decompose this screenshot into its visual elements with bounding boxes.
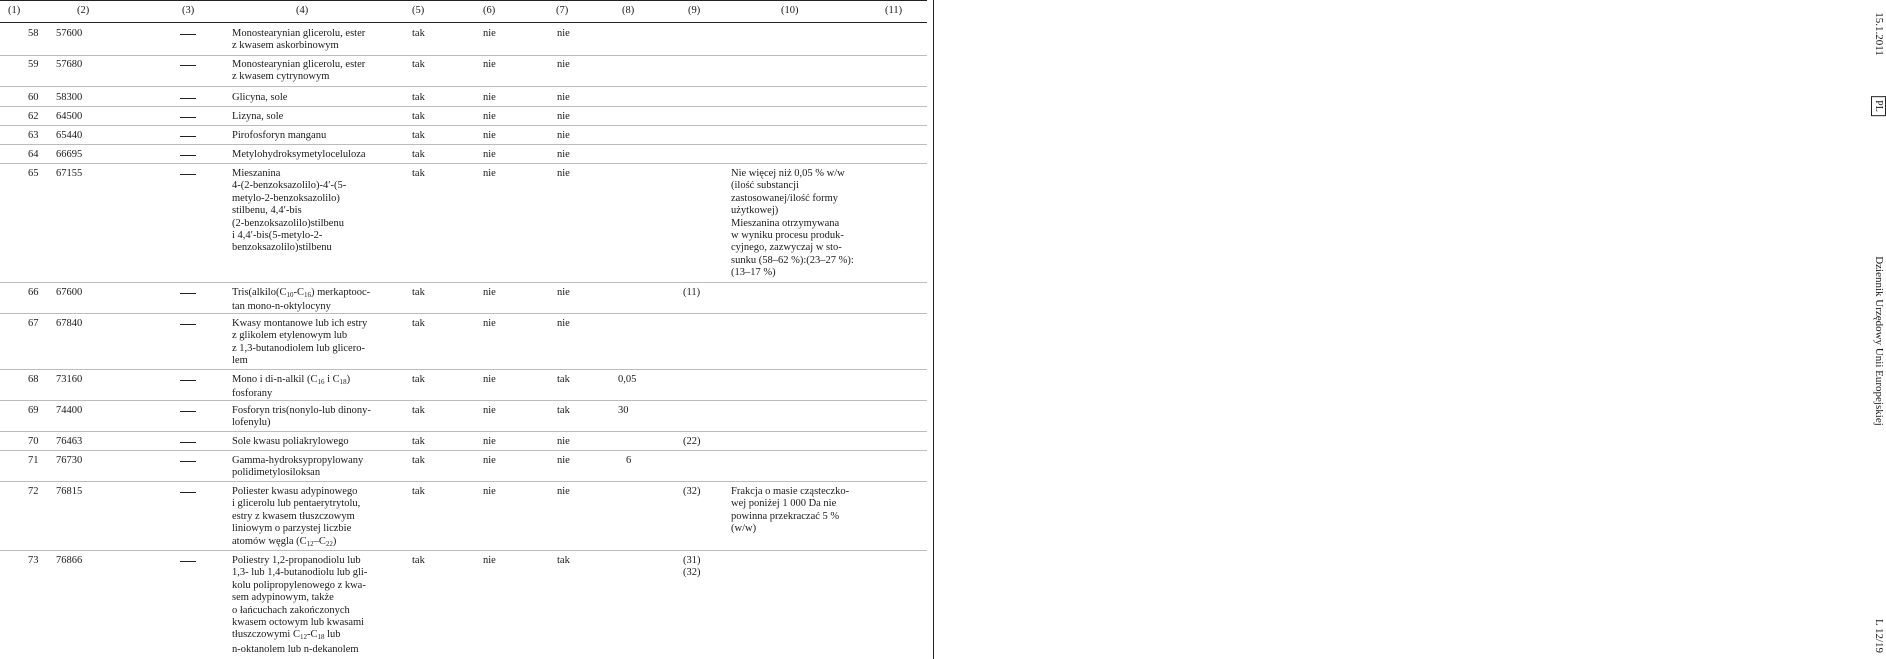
col7-value: nie	[557, 28, 570, 39]
dash-mark	[180, 380, 196, 381]
dash-mark	[180, 117, 196, 118]
desc-line: i 4,4′-bis(5-metylo-2-	[232, 230, 323, 242]
col6-value: nie	[483, 436, 496, 447]
note-line: (ilość substancji	[731, 180, 799, 192]
substance-name	[232, 111, 390, 123]
col8-value: 0,05	[618, 374, 637, 385]
desc-line: o łańcuchach zakończonych	[232, 604, 350, 616]
row-number: 63	[28, 130, 39, 141]
col5-value: tak	[412, 455, 425, 466]
col7-value: nie	[557, 318, 570, 329]
dash-mark	[180, 98, 196, 99]
row-divider	[0, 400, 927, 401]
note-line: cyjnego, zazwyczaj w sto-	[731, 242, 842, 254]
substance-code: 67840	[56, 318, 83, 329]
row-number: 69	[28, 405, 39, 416]
col6-value: nie	[483, 59, 496, 70]
row-number: 59	[28, 59, 39, 70]
col5-value: tak	[412, 28, 425, 39]
substance-name	[232, 287, 390, 314]
desc-line: Monostearynian glicerolu, ester	[232, 59, 366, 70]
desc-line: Lizyna, sole	[232, 111, 284, 122]
col7-value: nie	[557, 59, 570, 70]
desc-line: (2-benzoksazolilo)stilbenu	[232, 217, 344, 229]
row-divider	[0, 144, 927, 145]
col6-value: nie	[483, 455, 496, 466]
desc-line: tłuszczowymi $C_{12}-C_{18}$ lub	[232, 629, 341, 642]
col6-value: nie	[483, 486, 496, 497]
header-bottom-rule	[0, 22, 927, 23]
col5-value: tak	[412, 486, 425, 497]
note-line: sunku (58–62 %):(23–27 %):	[731, 254, 854, 266]
col5-value: tak	[412, 374, 425, 385]
col7-value: nie	[557, 436, 570, 447]
substance-code: 64500	[56, 111, 83, 122]
desc-line: kolu polipropylenowego z kwa-	[232, 579, 366, 591]
row-divider	[0, 163, 927, 164]
desc-line: i glicerolu lub pentaerytrytolu,	[232, 498, 361, 510]
substance-name	[232, 455, 390, 480]
desc-line: estry z kwasem tłuszczowym	[232, 510, 355, 522]
note-line: użytkowej)	[731, 205, 779, 217]
substance-name	[232, 28, 390, 53]
col5-value: tak	[412, 130, 425, 141]
substance-code: 67600	[56, 287, 83, 298]
col7-value: nie	[557, 92, 570, 103]
row-divider	[0, 282, 927, 283]
desc-line: Poliester kwasu adypinowego	[232, 486, 358, 497]
col5-value: tak	[412, 436, 425, 447]
language-label	[1873, 96, 1885, 116]
col7-value: tak	[557, 555, 570, 566]
row-divider	[0, 481, 927, 482]
substance-name	[232, 168, 390, 255]
col5-value: tak	[412, 111, 425, 122]
dash-mark	[180, 442, 196, 443]
note-line: Frakcja o masie cząsteczko-	[731, 486, 850, 497]
issue-date: 15.1.2011	[1873, 12, 1885, 56]
substance-name	[232, 92, 390, 104]
desc-line: liniowym o parzystej liczbie	[232, 523, 352, 535]
journal-title: Dziennik Urzędowy Unii Europejskiej	[1873, 256, 1885, 426]
row-divider	[0, 125, 927, 126]
row-number: 65	[28, 168, 39, 179]
col9-note-ref	[683, 555, 701, 580]
desc-line: 1,3- lub 1,4-butanodiolu lub gli-	[232, 567, 368, 579]
note-line: Mieszanina otrzymywana	[731, 217, 840, 229]
substance-code: 76815	[56, 486, 83, 497]
col9-note-ref: (22)	[683, 436, 701, 447]
row-number: 68	[28, 374, 39, 385]
col6-value: nie	[483, 318, 496, 329]
substance-code: 73160	[56, 374, 83, 385]
col5-value: tak	[412, 168, 425, 179]
col5-value: tak	[412, 318, 425, 329]
col6-value: nie	[483, 374, 496, 385]
row-divider	[0, 106, 927, 107]
row-number: 62	[28, 111, 39, 122]
journal-margin	[933, 0, 1885, 659]
col6-value: nie	[483, 92, 496, 103]
note-line: powinna przekraczać 5 %	[731, 510, 840, 522]
col7-value: nie	[557, 168, 570, 179]
note-line: (13–17 %)	[731, 267, 776, 279]
desc-line: metylo-2-benzoksazolilo)	[232, 192, 340, 204]
row-number: 64	[28, 149, 39, 160]
dash-mark	[180, 461, 196, 462]
substance-code: 57680	[56, 59, 83, 70]
row-divider	[0, 55, 927, 56]
col7-value: nie	[557, 287, 570, 298]
col5-value: tak	[412, 287, 425, 298]
col5-value: tak	[412, 405, 425, 416]
desc-line: stilbenu, 4,4′-bis	[232, 205, 302, 217]
language-box: PL	[1871, 96, 1886, 116]
col7-value: nie	[557, 455, 570, 466]
substance-code: 65440	[56, 130, 83, 141]
col-header-11: (11)	[885, 5, 903, 16]
note-line: wej poniżej 1 000 Da nie	[731, 498, 837, 510]
col5-value: tak	[412, 59, 425, 70]
row-divider	[0, 550, 927, 551]
desc-line: Pirofosforyn manganu	[232, 130, 327, 141]
col6-value: nie	[483, 405, 496, 416]
col7-value: nie	[557, 111, 570, 122]
substance-name	[232, 318, 390, 368]
dash-mark	[180, 174, 196, 175]
desc-line: Glicyna, sole	[232, 92, 288, 103]
col5-value: tak	[412, 149, 425, 160]
substance-name	[232, 486, 390, 550]
col9-note-ref: (11)	[683, 287, 701, 298]
col6-value: nie	[483, 28, 496, 39]
substance-code: 66695	[56, 149, 83, 160]
desc-line: lem	[232, 355, 248, 367]
row-divider	[0, 313, 927, 314]
note-line: zastosowanej/ilość formy	[731, 192, 839, 204]
note-line: (w/w)	[731, 523, 757, 535]
dash-mark	[180, 65, 196, 66]
desc-line: sem adypinowym, także	[232, 592, 334, 604]
col6-value: nie	[483, 168, 496, 179]
row-divider	[0, 450, 927, 451]
restrictions-note	[731, 486, 871, 536]
col6-value: nie	[483, 111, 496, 122]
substance-code: 57600	[56, 28, 83, 39]
dash-mark	[180, 492, 196, 493]
substance-name	[232, 374, 390, 401]
substance-code: 74400	[56, 405, 83, 416]
desc-line: Mono i di-n-alkil ($C_{16}$ i $C_{18}$)	[232, 374, 351, 386]
col-header-2: (2)	[77, 5, 90, 16]
col-header-9: (9)	[688, 5, 701, 16]
col-header-7: (7)	[556, 5, 569, 16]
desc-line: 4-(2-benzoksazolilo)-4′-(5-	[232, 180, 347, 192]
col-header-3: (3)	[182, 5, 195, 16]
desc-line: Kwasy montanowe lub ich estry	[232, 318, 368, 329]
dash-mark	[180, 561, 196, 562]
col6-value: nie	[483, 130, 496, 141]
substance-code: 76463	[56, 436, 83, 447]
desc-line: n-oktanolem lub n-dekanolem	[232, 643, 359, 655]
col8-value: 6	[626, 455, 632, 466]
desc-line: benzoksazolilo)stilbenu	[232, 242, 332, 254]
col-header-4: (4)	[296, 5, 309, 16]
col6-value: nie	[483, 555, 496, 566]
page-number: L 12/19	[1873, 618, 1885, 654]
row-number: 66	[28, 287, 39, 298]
desc-line: Sole kwasu poliakrylowego	[232, 436, 349, 447]
header-top-rule	[0, 0, 927, 1]
document-page	[0, 0, 933, 659]
substance-name	[232, 130, 390, 142]
row-number: 60	[28, 92, 39, 103]
note-ref-line: (31)	[683, 555, 701, 566]
col-header-5: (5)	[412, 5, 425, 16]
col6-value: nie	[483, 149, 496, 160]
dash-mark	[180, 324, 196, 325]
row-number: 73	[28, 555, 39, 566]
col7-value: tak	[557, 374, 570, 385]
substance-name	[232, 555, 390, 656]
desc-line: z kwasem cytrynowym	[232, 71, 330, 83]
note-ref-line: (32)	[683, 567, 701, 579]
dash-mark	[180, 411, 196, 412]
substance-name	[232, 405, 390, 430]
restrictions-note	[731, 168, 871, 280]
desc-line: lofenylu)	[232, 417, 271, 429]
dash-mark	[180, 293, 196, 294]
dash-mark	[180, 155, 196, 156]
substance-name	[232, 59, 390, 84]
col7-value: nie	[557, 149, 570, 160]
dash-mark	[180, 136, 196, 137]
dash-mark	[180, 34, 196, 35]
col-header-6: (6)	[483, 5, 496, 16]
col5-value: tak	[412, 92, 425, 103]
desc-line: kwasem octowym lub kwasami	[232, 617, 365, 629]
col7-value: nie	[557, 130, 570, 141]
desc-line: fosforany	[232, 388, 273, 400]
desc-line: z kwasem askorbinowym	[232, 40, 339, 52]
row-number: 58	[28, 28, 39, 39]
row-number: 70	[28, 436, 39, 447]
desc-line: z glikolem etylenowym lub	[232, 330, 348, 342]
desc-line: $Tris(alkilo(C_{10}-C_{16})$ merkaptooc-	[232, 287, 371, 299]
row-divider	[0, 86, 927, 87]
row-divider	[0, 431, 927, 432]
col-header-8: (8)	[622, 5, 635, 16]
col5-value: tak	[412, 555, 425, 566]
row-divider	[0, 369, 927, 370]
note-line: Nie więcej niż 0,05 % w/w	[731, 168, 845, 179]
desc-line: Mieszanina	[232, 168, 281, 179]
row-number: 72	[28, 486, 39, 497]
desc-line: atomów węgla $(C_{12}-C_{22})$	[232, 535, 337, 548]
substance-code: 76866	[56, 555, 83, 566]
substance-name	[232, 149, 390, 161]
desc-line: polidimetylosiloksan	[232, 467, 321, 479]
substance-name	[232, 436, 407, 448]
desc-line: Metylohydroksymetyloceluloza	[232, 149, 366, 160]
col-header-10: (10)	[781, 5, 799, 16]
desc-line: Poliestry 1,2-propanodiolu lub	[232, 555, 361, 566]
col6-value: nie	[483, 287, 496, 298]
desc-line: Gamma-hydroksypropylowany	[232, 455, 364, 466]
desc-line: Fosforyn tris(nonylo-lub dinony-	[232, 405, 371, 416]
col7-value: nie	[557, 486, 570, 497]
row-number: 67	[28, 318, 39, 329]
desc-line: tan mono-n-oktylocyny	[232, 301, 331, 313]
substance-code: 58300	[56, 92, 83, 103]
substance-code: 67155	[56, 168, 83, 179]
substance-code: 76730	[56, 455, 83, 466]
col9-note-ref: (32)	[683, 486, 701, 497]
note-line: w wyniku procesu produk-	[731, 230, 844, 242]
row-number: 71	[28, 455, 39, 466]
col7-value: tak	[557, 405, 570, 416]
desc-line: z 1,3-butanodiolem lub glicero-	[232, 342, 365, 354]
col8-value: 30	[618, 405, 629, 416]
desc-line: Monostearynian glicerolu, ester	[232, 28, 366, 39]
col-header-1: (1)	[8, 5, 21, 16]
